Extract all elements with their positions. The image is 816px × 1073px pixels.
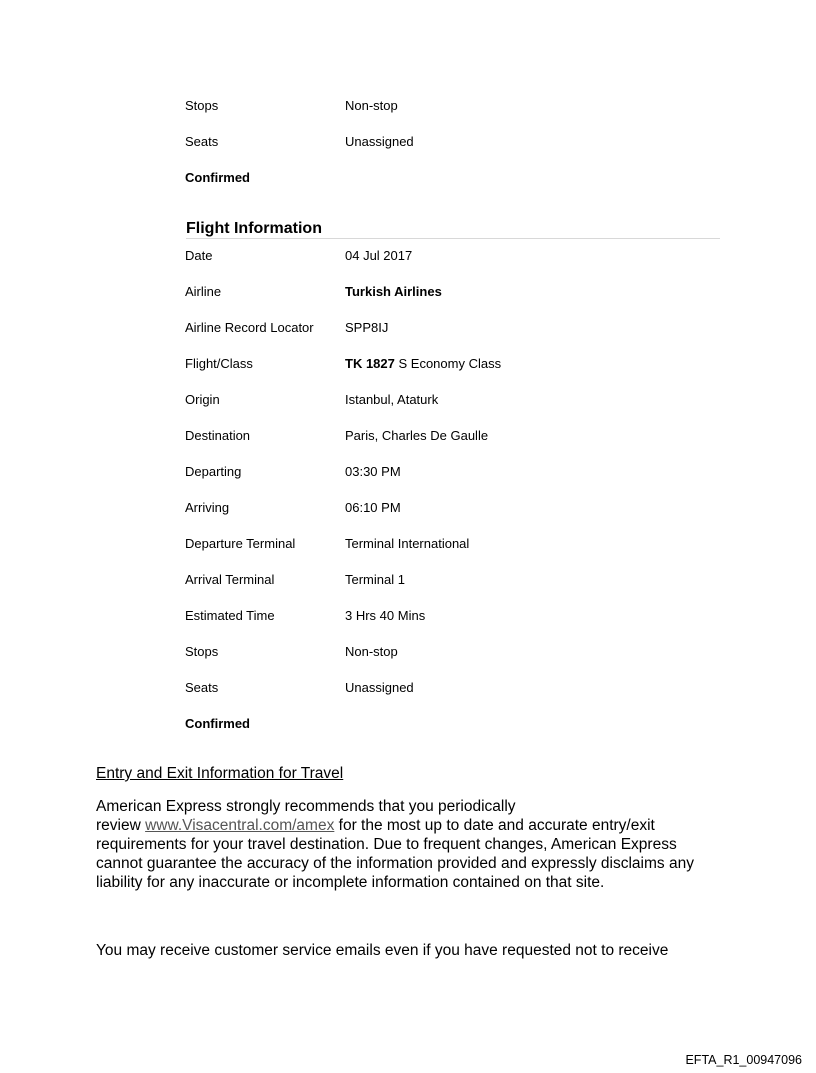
arriving-value: 06:10 PM: [345, 500, 401, 515]
departing-label: Departing: [185, 464, 242, 479]
stops-label: Stops: [185, 98, 219, 113]
paragraph-line: [96, 816, 736, 835]
flight-information: [185, 248, 721, 732]
stops-label: Stops: [185, 644, 219, 659]
entry-exit-heading: Entry and Exit Information for Travel: [96, 765, 344, 782]
section-divider: [186, 238, 720, 239]
arrival-terminal-row: [185, 572, 721, 608]
estimated-time-value: 3 Hrs 40 Mins: [345, 608, 426, 623]
paragraph-line: American Express strongly recommends that you periodically: [96, 798, 516, 815]
confirmation-status: Confirmed: [185, 170, 250, 185]
stops-value: Non-stop: [345, 98, 398, 113]
airline-row: [185, 284, 721, 320]
previous-segment: [185, 98, 721, 186]
customer-service-note: You may receive customer service emails even if you have requested not to receive: [96, 942, 669, 959]
record-locator-label: Airline Record Locator: [185, 320, 314, 335]
stops-row: [185, 98, 721, 134]
stops-value: Non-stop: [345, 644, 398, 659]
record-locator-value: SPP8IJ: [345, 320, 389, 335]
seats-label: Seats: [185, 680, 219, 695]
departing-value: 03:30 PM: [345, 464, 401, 479]
arriving-row: [185, 500, 721, 536]
seats-row: [185, 134, 721, 170]
airline-label: Airline: [185, 284, 222, 299]
airline-value: Turkish Airlines: [345, 284, 442, 299]
stops-row: [185, 644, 721, 680]
entry-exit-paragraph: [96, 797, 736, 892]
paragraph-text: for the most up to date and accurate entry/exit: [334, 817, 655, 834]
flight-number: TK 1827: [345, 356, 395, 371]
estimated-time-row: [185, 608, 721, 644]
estimated-time-label: Estimated Time: [185, 608, 275, 623]
paragraph-line: requirements for your travel destination. Due to frequent changes, American Express: [96, 836, 677, 853]
flight-class-value: [345, 356, 501, 372]
seats-label: Seats: [185, 134, 219, 149]
origin-label: Origin: [185, 392, 220, 407]
paragraph-line: cannot guarantee the accuracy of the information provided and expressly disclaims any: [96, 855, 694, 872]
origin-row: [185, 392, 721, 428]
paragraph-text: review: [96, 817, 146, 834]
arrival-terminal-value: Terminal 1: [345, 572, 405, 587]
seats-row: [185, 680, 721, 716]
origin-value: Istanbul, Ataturk: [345, 392, 439, 407]
date-row: [185, 248, 721, 284]
destination-label: Destination: [185, 428, 251, 443]
seats-value: Unassigned: [345, 134, 414, 149]
departure-terminal-row: [185, 536, 721, 572]
departing-row: [185, 464, 721, 500]
confirmation-status: Confirmed: [185, 716, 250, 731]
arrival-terminal-label: Arrival Terminal: [185, 572, 275, 587]
flight-information-title: Flight Information: [186, 220, 322, 237]
record-locator-row: [185, 320, 721, 356]
class-text: S Economy Class: [394, 356, 502, 371]
destination-value: Paris, Charles De Gaulle: [345, 428, 489, 443]
flight-class-label: Flight/Class: [185, 356, 253, 371]
document-id: EFTA_R1_00947096: [685, 1053, 802, 1067]
seats-value: Unassigned: [345, 680, 414, 695]
destination-row: [185, 428, 721, 464]
visacentral-link[interactable]: www.Visacentral.com/amex: [145, 817, 335, 834]
flight-class-row: [185, 356, 721, 392]
paragraph-line: liability for any inaccurate or incomplete information contained on that site.: [96, 874, 605, 891]
arriving-label: Arriving: [185, 500, 230, 515]
departure-terminal-value: Terminal International: [345, 536, 470, 551]
date-value: 04 Jul 2017: [345, 248, 413, 263]
departure-terminal-label: Departure Terminal: [185, 536, 296, 551]
date-label: Date: [185, 248, 213, 263]
